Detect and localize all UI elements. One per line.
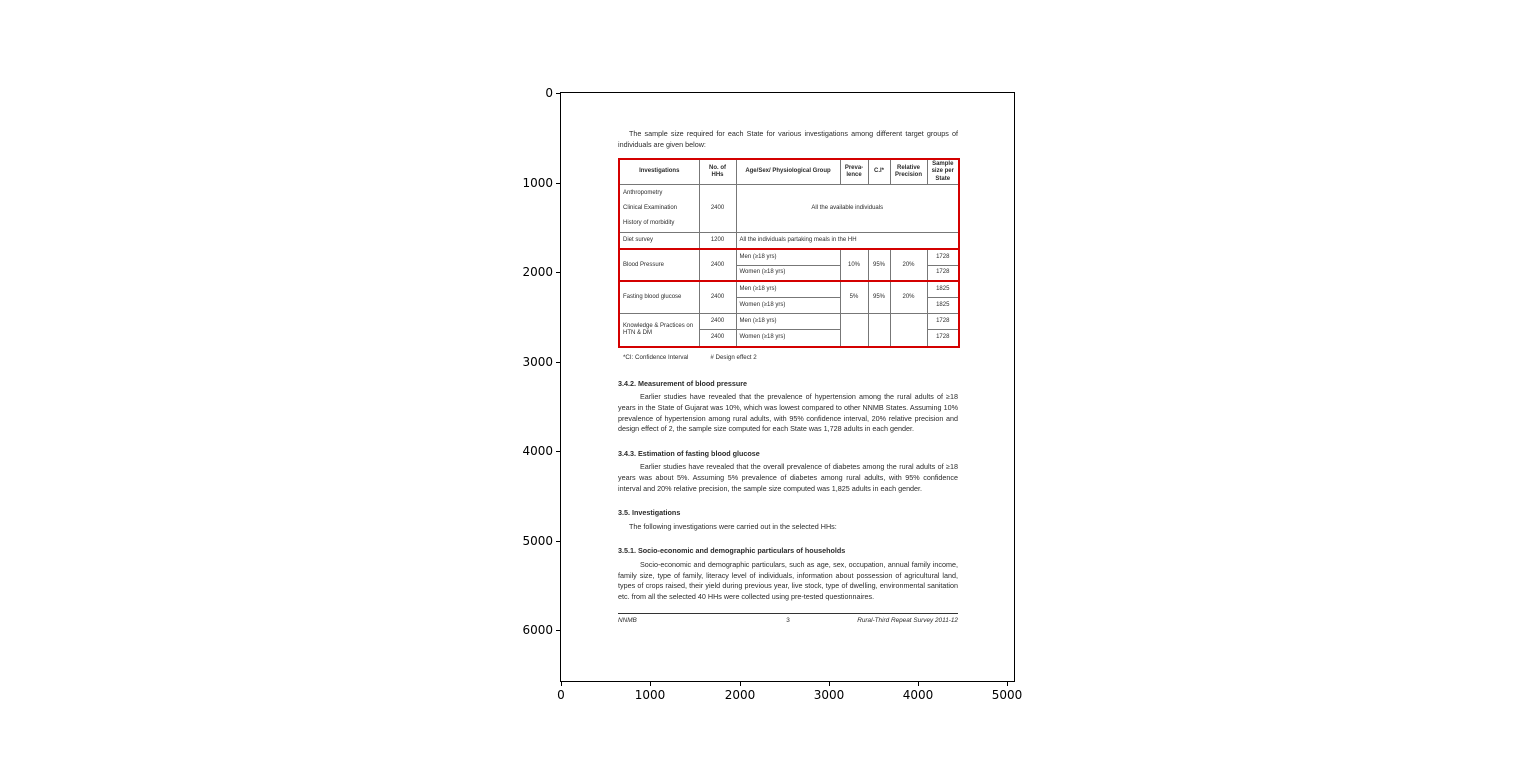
table-row xyxy=(619,313,959,329)
cell-empty xyxy=(840,313,868,347)
table-row xyxy=(619,232,959,249)
footer-page-number: 3 xyxy=(786,617,790,625)
section-heading-3-5: 3.5. Investigations xyxy=(618,508,681,518)
col-header-ci: C.I* xyxy=(868,159,890,184)
col-header-precision: Relative Precision xyxy=(890,159,927,184)
cell-note: All the individuals partaking meals in the HH xyxy=(736,232,959,249)
cell-hh: 1200 xyxy=(699,232,736,249)
cell-group-men: Men (≥18 yrs) xyxy=(736,249,840,265)
cell-empty xyxy=(868,313,890,347)
cell-investigation: Diet survey xyxy=(619,232,699,249)
cell-note: All the available individuals xyxy=(736,184,959,232)
document-page xyxy=(618,93,958,627)
y-tick-label: 2000 xyxy=(522,265,553,279)
x-tick-label: 3000 xyxy=(813,688,845,702)
cell-hh: 2400 xyxy=(699,329,736,347)
footer-org: NNMB xyxy=(618,617,637,625)
x-tick-mark xyxy=(1007,682,1008,686)
x-tick-mark xyxy=(740,682,741,686)
cell-investigation: Fasting blood glucose xyxy=(619,281,699,313)
col-header-investigations: Investigations xyxy=(619,159,699,184)
y-tick-label: 4000 xyxy=(522,444,553,458)
cell-group-women: Women (≥18 yrs) xyxy=(736,265,840,281)
footnote-design-effect: # Design effect 2 xyxy=(710,354,757,362)
cell-group-women: Women (≥18 yrs) xyxy=(736,297,840,313)
y-tick-mark xyxy=(556,272,560,273)
cell-precision: 20% xyxy=(890,249,927,281)
intro-paragraph: The sample size required for each State for various investigations among different target groups of individuals are given below: xyxy=(618,129,958,149)
cell-precision: 20% xyxy=(890,281,927,313)
section-body-3-5: The following investigations were carried out in the selected HHs: xyxy=(629,521,837,531)
col-header-group: Age/Sex/ Physiological Group xyxy=(736,159,840,184)
page-footer xyxy=(618,613,958,627)
cell-group-women: Women (≥18 yrs) xyxy=(736,329,840,347)
x-tick-label: 2000 xyxy=(724,688,756,702)
table-row xyxy=(619,249,959,265)
y-tick-mark xyxy=(556,362,560,363)
col-header-prevalence: Preva- lence xyxy=(840,159,868,184)
y-tick-label: 5000 xyxy=(522,534,553,548)
y-tick-mark xyxy=(556,93,560,94)
cell-ci: 95% xyxy=(868,249,890,281)
col-header-sample-size: Sample size per State xyxy=(927,159,959,184)
cell-hh: 2400 xyxy=(699,184,736,232)
section-heading-3-4-2: 3.4.2. Measurement of blood pressure xyxy=(618,378,748,388)
x-tick-label: 5000 xyxy=(991,688,1023,702)
table-header-row xyxy=(619,159,959,184)
cell-investigation: Blood Pressure xyxy=(619,249,699,281)
x-tick-label: 0 xyxy=(557,688,565,702)
y-tick-mark xyxy=(556,451,560,452)
cell-investigations-list: Anthropometry Clinical Examination History of morbidity xyxy=(619,184,699,232)
x-tick-mark xyxy=(561,682,562,686)
table-row xyxy=(619,184,959,232)
cell-sample-size: 1728 xyxy=(927,329,959,347)
cell-prevalence: 5% xyxy=(840,281,868,313)
plot-axes xyxy=(522,86,1023,702)
cell-prevalence: 10% xyxy=(840,249,868,281)
cell-investigation: Knowledge & Practices on HTN & DM xyxy=(619,313,699,347)
y-tick-label: 1000 xyxy=(522,176,553,190)
y-tick-label: 3000 xyxy=(522,355,553,369)
footnote-ci: *CI: Confidence Interval xyxy=(623,354,689,362)
cell-ci: 95% xyxy=(868,281,890,313)
y-tick-mark xyxy=(556,630,560,631)
cell-sample-size: 1728 xyxy=(927,313,959,329)
section-heading-3-4-3: 3.4.3. Estimation of fasting blood glucose xyxy=(618,448,760,458)
table-row xyxy=(619,281,959,297)
y-tick-mark xyxy=(556,183,560,184)
cell-hh: 2400 xyxy=(699,313,736,329)
cell-group-men: Men (≥18 yrs) xyxy=(736,313,840,329)
section-body-3-5-1: Socio-economic and demographic particulars, such as age, sex, occupation, annual family income, family size, type of family, literacy level of individuals, information about possession of agricultural land, types of crops raised, their yield during previous year, live stock, type of dwelling, environmental sanitation etc. from all the selected 40 HHs were collected using pre-tested questionnaires. xyxy=(618,560,958,601)
y-tick-label: 6000 xyxy=(522,623,553,637)
y-tick-mark xyxy=(556,541,560,542)
cell-hh: 2400 xyxy=(699,249,736,281)
x-tick-mark xyxy=(829,682,830,686)
cell-group-men: Men (≥18 yrs) xyxy=(736,281,840,297)
cell-hh: 2400 xyxy=(699,281,736,313)
x-tick-label: 1000 xyxy=(634,688,666,702)
cell-sample-size: 1728 xyxy=(927,249,959,265)
footer-survey-title: Rural-Third Repeat Survey 2011-12 xyxy=(857,617,958,625)
cell-sample-size: 1728 xyxy=(927,265,959,281)
cell-sample-size: 1825 xyxy=(927,297,959,313)
cell-sample-size: 1825 xyxy=(927,281,959,297)
section-heading-3-5-1: 3.5.1. Socio-economic and demographic particulars of households xyxy=(618,546,846,556)
section-body-3-4-2: Earlier studies have revealed that the prevalence of hypertension among the rural adults of ≥18 years in the State of Gujarat was 10%, which was lowest compared to other NNMB States. Assuming 10% prevalence of hypertension among rural adults, with 95% confidence interval, 20% relative precision and design effect of 2, the sample size computed for each State was 1,728 adults in each gender. xyxy=(618,392,958,434)
x-tick-label: 4000 xyxy=(902,688,934,702)
section-body-3-4-3: Earlier studies have revealed that the overall prevalence of diabetes among the rural adults of ≥18 years was about 5%. Assuming 5% prevalence of diabetes among rural adults, with 95% confidence interval and 20% relative precision, the sample size computed was 1,825 adults in each gender. xyxy=(618,462,958,493)
x-tick-mark xyxy=(650,682,651,686)
cell-empty xyxy=(890,313,927,347)
x-tick-mark xyxy=(918,682,919,686)
sample-size-table xyxy=(618,158,960,348)
table-footnote xyxy=(618,353,958,364)
y-tick-label: 0 xyxy=(545,86,553,100)
col-header-hhs: No. of HHs xyxy=(699,159,736,184)
